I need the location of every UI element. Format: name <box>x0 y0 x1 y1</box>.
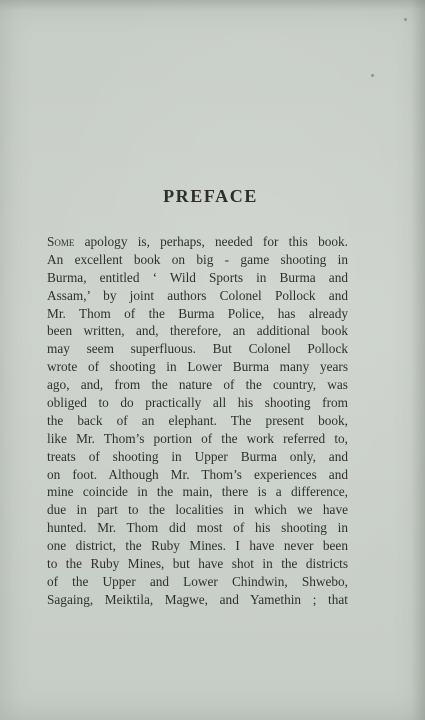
text-line: ago, and, from the nature of the country, was <box>47 377 348 393</box>
paper-speck <box>404 18 407 21</box>
text-line: to the Ruby Mines, but have shot in the districts <box>47 556 348 572</box>
text-line: treats of shooting in Upper Burma only, and <box>47 448 348 464</box>
text-line: like Mr. Thom’s portion of the work referred to, <box>47 430 348 446</box>
text-line: of the Upper and Lower Chindwin, Shwebo, <box>47 573 348 589</box>
paper-speck <box>371 74 374 77</box>
text-line <box>47 233 348 251</box>
line-1-rest: apology is, perhaps, needed for this book. <box>74 234 348 249</box>
page-right-shadow <box>411 0 425 720</box>
text-line: mine coincide in the main, there is a difference, <box>47 484 348 500</box>
text-line: one district, the Ruby Mines. I have never been <box>47 538 348 554</box>
lead-word: Some <box>47 234 75 249</box>
text-line: Assam,’ by joint authors Colonel Pollock and <box>47 287 348 303</box>
page-top-shadow <box>0 0 425 10</box>
text-line: obliged to do practically all his shooting from <box>47 395 348 411</box>
preface-heading: PREFACE <box>163 186 258 206</box>
preface-body <box>47 233 348 609</box>
text-line: Mr. Thom of the Burma Police, has already <box>47 305 348 321</box>
text-line: due in part to the localities in which we have <box>47 502 348 518</box>
text-line: Sagaing, Meiktila, Magwe, and Yamethin ; that <box>47 591 348 607</box>
text-line: the back of an elephant. The present book, <box>47 412 348 428</box>
text-line: hunted. Mr. Thom did most of his shooting in <box>47 520 348 536</box>
text-line: been written, and, therefore, an additional book <box>47 323 348 339</box>
text-line: may seem superfluous. But Colonel Pollock <box>47 341 348 357</box>
text-line: An excellent book on big - game shooting in <box>47 251 348 267</box>
text-line: on foot. Although Mr. Thom’s experiences and <box>47 466 348 482</box>
text-line: Burma, entitled ‘ Wild Sports in Burma and <box>47 269 348 285</box>
text-line: wrote of shooting in Lower Burma many years <box>47 359 348 375</box>
